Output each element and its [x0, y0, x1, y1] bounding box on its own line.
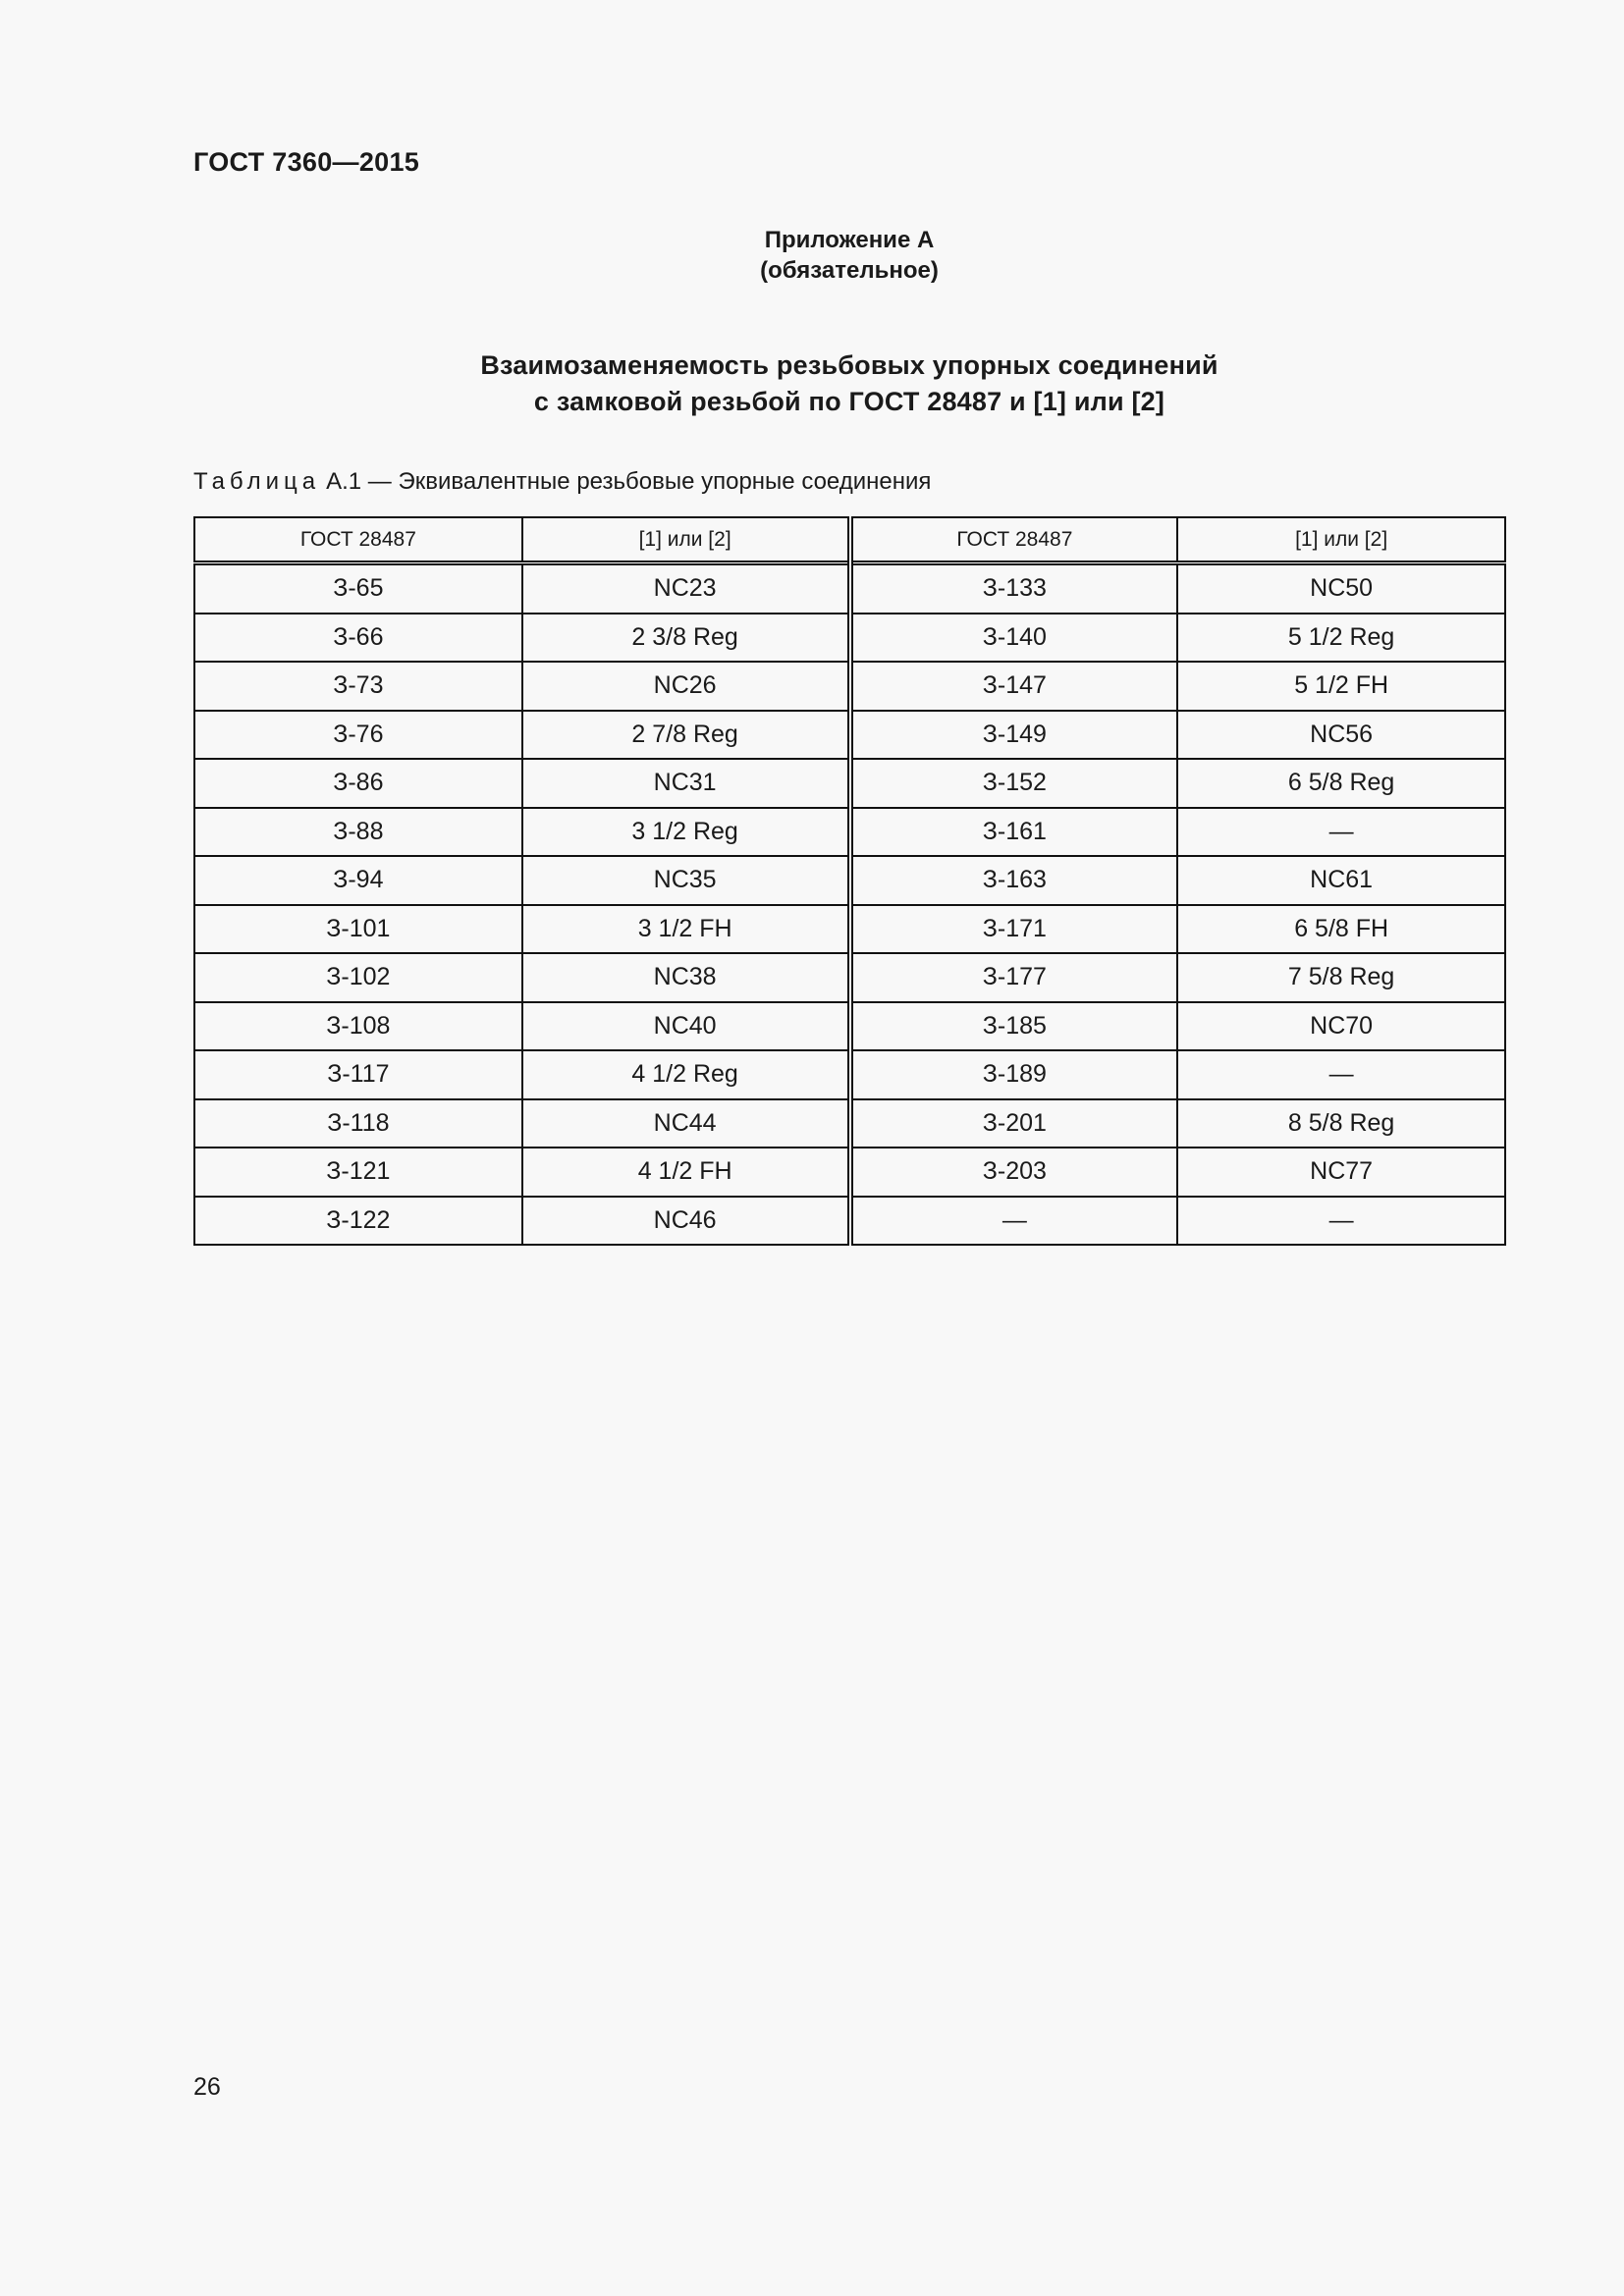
table-body: [194, 563, 1505, 1246]
table-cell: 6 5/8 FH: [1177, 905, 1505, 954]
table-cell: З-133: [850, 563, 1178, 614]
table-cell: З-118: [194, 1099, 522, 1148]
table-cell: З-117: [194, 1050, 522, 1099]
page-number: 26: [193, 2073, 221, 2101]
table-cell: З-203: [850, 1148, 1178, 1197]
table-row: [194, 1050, 1505, 1099]
equivalence-table: [193, 516, 1506, 1246]
table-cell: NC38: [522, 953, 850, 1002]
table-caption: [193, 468, 931, 496]
table-cell: З-76: [194, 711, 522, 760]
table-cell: NC26: [522, 662, 850, 711]
table-cell: 2 3/8 Reg: [522, 614, 850, 663]
section-title-line-2: с замковой резьбой по ГОСТ 28487 и [1] или [2]: [533, 387, 1165, 416]
table-cell: —: [1177, 1050, 1505, 1099]
table-cell: 4 1/2 Reg: [522, 1050, 850, 1099]
table-cell: NC40: [522, 1002, 850, 1051]
table-cell: З-88: [194, 808, 522, 857]
table-row: [194, 662, 1505, 711]
table-cell: 6 5/8 Reg: [1177, 759, 1505, 808]
table-cell: —: [850, 1197, 1178, 1246]
table-row: [194, 711, 1505, 760]
table-cell: З-149: [850, 711, 1178, 760]
table-cell: 5 1/2 FH: [1177, 662, 1505, 711]
table-cell: —: [1177, 1197, 1505, 1246]
table-cell: NC50: [1177, 563, 1505, 614]
table-cell: NC61: [1177, 856, 1505, 905]
table-cell: 7 5/8 Reg: [1177, 953, 1505, 1002]
table-caption-text: А.1 — Эквивалентные резьбовые упорные соединения: [326, 468, 932, 495]
table-cell: З-161: [850, 808, 1178, 857]
table-cell: З-108: [194, 1002, 522, 1051]
table-cell: —: [1177, 808, 1505, 857]
table-cell: З-163: [850, 856, 1178, 905]
table-cell: З-73: [194, 662, 522, 711]
table-cell: З-121: [194, 1148, 522, 1197]
column-header: [1] или [2]: [522, 517, 850, 563]
table-cell: З-189: [850, 1050, 1178, 1099]
table-row: [194, 856, 1505, 905]
table-row: [194, 1197, 1505, 1246]
table-cell: З-65: [194, 563, 522, 614]
table-row: [194, 1099, 1505, 1148]
table-cell: NC44: [522, 1099, 850, 1148]
table-cell: З-177: [850, 953, 1178, 1002]
table-cell: 4 1/2 FH: [522, 1148, 850, 1197]
table-cell: NC77: [1177, 1148, 1505, 1197]
table-cell: NC35: [522, 856, 850, 905]
table-cell: З-86: [194, 759, 522, 808]
table-cell: З-171: [850, 905, 1178, 954]
appendix-title: Приложение А: [764, 227, 935, 253]
table-cell: З-147: [850, 662, 1178, 711]
column-header: ГОСТ 28487: [194, 517, 522, 563]
table-cell: 3 1/2 Reg: [522, 808, 850, 857]
table-cell: NC23: [522, 563, 850, 614]
table-cell: NC46: [522, 1197, 850, 1246]
table-row: [194, 905, 1505, 954]
section-title-line-1: Взаимозаменяемость резьбовых упорных соединений: [480, 350, 1218, 380]
table-cell: З-122: [194, 1197, 522, 1246]
table-row: [194, 759, 1505, 808]
table-row: [194, 1148, 1505, 1197]
table-cell: З-185: [850, 1002, 1178, 1051]
table-cell: З-101: [194, 905, 522, 954]
table-cell: 8 5/8 Reg: [1177, 1099, 1505, 1148]
table-cell: NC70: [1177, 1002, 1505, 1051]
table-cell: З-94: [194, 856, 522, 905]
table-cell: З-66: [194, 614, 522, 663]
table-row: [194, 1002, 1505, 1051]
column-header: [1] или [2]: [1177, 517, 1505, 563]
table-row: [194, 953, 1505, 1002]
table-row: [194, 614, 1505, 663]
table-cell: 3 1/2 FH: [522, 905, 850, 954]
table-header-row: [194, 517, 1505, 563]
table-cell: NC56: [1177, 711, 1505, 760]
document-id: ГОСТ 7360—2015: [193, 147, 420, 177]
table-cell: 5 1/2 Reg: [1177, 614, 1505, 663]
table-row: [194, 563, 1505, 614]
table-cell: З-201: [850, 1099, 1178, 1148]
table-cell: NC31: [522, 759, 850, 808]
table-cell: З-102: [194, 953, 522, 1002]
table-cell: З-140: [850, 614, 1178, 663]
column-header: ГОСТ 28487: [850, 517, 1178, 563]
appendix-heading: [0, 225, 1624, 286]
table-row: [194, 808, 1505, 857]
table-caption-label: Таблица: [193, 468, 321, 495]
appendix-status: (обязательное): [760, 257, 939, 284]
section-title: [0, 347, 1624, 420]
table-cell: 2 7/8 Reg: [522, 711, 850, 760]
table-cell: З-152: [850, 759, 1178, 808]
